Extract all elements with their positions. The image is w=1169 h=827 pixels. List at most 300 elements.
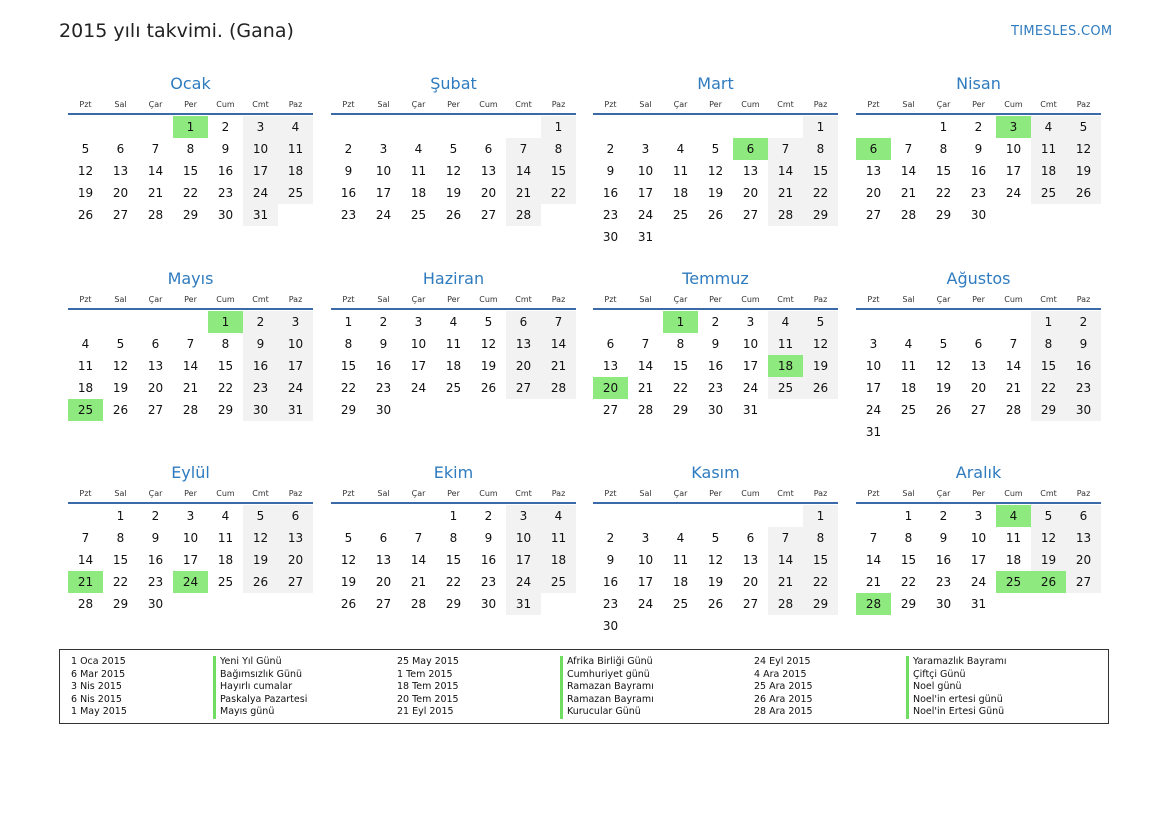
day-cell: 24 xyxy=(506,571,541,593)
legend-date: 28 Ara 2015 xyxy=(754,706,813,717)
day-cell: 8 xyxy=(803,527,838,549)
day-cell: 4 xyxy=(768,311,803,333)
month-name: Mayıs xyxy=(167,269,214,288)
day-cell: 16 xyxy=(602,186,619,200)
holiday-day-cell: 26 xyxy=(1031,571,1066,593)
empty-cell xyxy=(68,311,103,333)
day-cell: 23 xyxy=(707,381,724,395)
day-cell: 12 xyxy=(340,553,357,567)
day-cell: 20 xyxy=(480,186,497,200)
day-cell: 26 xyxy=(803,377,838,399)
day-cell: 7 xyxy=(869,531,878,545)
weekday-label: Paz xyxy=(551,488,566,498)
empty-cell xyxy=(436,116,471,138)
day-cell: 2 xyxy=(711,315,720,329)
legend-holiday-name: Çiftçi Günü xyxy=(906,669,965,682)
day-cell: 25 xyxy=(541,571,576,593)
weekday-label: Cmt xyxy=(252,294,269,304)
empty-cell xyxy=(733,116,768,138)
day-cell: 18 xyxy=(445,359,462,373)
legend-holiday-name: Noel günü xyxy=(906,681,962,694)
day-cell: 21 xyxy=(147,186,164,200)
day-cell: 25 xyxy=(1031,182,1066,204)
day-cell: 11 xyxy=(1005,531,1022,545)
weekday-label: Cmt xyxy=(777,488,794,498)
day-cell: 22 xyxy=(340,381,357,395)
holiday-day-cell: 28 xyxy=(856,593,891,615)
holiday-legend xyxy=(59,649,1109,724)
day-cell: 6 xyxy=(1066,505,1101,527)
day-cell: 15 xyxy=(803,160,838,182)
legend-holiday-name: Paskalya Pazartesi xyxy=(213,694,307,707)
day-cell: 18 xyxy=(1031,160,1066,182)
day-cell: 22 xyxy=(541,182,576,204)
day-cell: 7 xyxy=(768,527,803,549)
day-cell: 16 xyxy=(217,164,234,178)
day-cell: 14 xyxy=(637,359,654,373)
month-name: Eylül xyxy=(171,463,210,482)
month-name: Ağustos xyxy=(946,269,1011,288)
day-cell: 26 xyxy=(707,208,724,222)
day-cell: 30 xyxy=(217,208,234,222)
day-cell: 15 xyxy=(900,553,917,567)
day-cell: 12 xyxy=(935,359,952,373)
day-cell: 12 xyxy=(243,527,278,549)
day-cell: 5 xyxy=(116,337,125,351)
month-3 xyxy=(593,73,838,248)
day-cell: 16 xyxy=(147,553,164,567)
weekday-label: Sal xyxy=(639,99,652,109)
empty-cell xyxy=(138,311,173,333)
weekday-label: Cum xyxy=(479,294,498,304)
empty-cell xyxy=(401,116,436,138)
day-grid xyxy=(856,505,1101,615)
weekday-label: Paz xyxy=(1076,99,1091,109)
legend-date: 1 May 2015 xyxy=(71,706,127,717)
legend-date: 24 Eyl 2015 xyxy=(754,656,811,667)
day-cell: 30 xyxy=(480,597,497,611)
day-cell: 3 xyxy=(186,509,195,523)
month-11 xyxy=(593,462,838,637)
day-cell: 30 xyxy=(602,619,619,633)
day-cell: 21 xyxy=(410,575,427,589)
day-cell: 6 xyxy=(116,142,125,156)
weekday-label: Per xyxy=(972,294,985,304)
legend-date: 20 Tem 2015 xyxy=(397,693,459,705)
empty-cell xyxy=(506,116,541,138)
day-cell: 26 xyxy=(935,403,952,417)
day-cell: 18 xyxy=(1005,553,1022,567)
day-cell: 13 xyxy=(147,359,164,373)
empty-cell xyxy=(471,116,506,138)
day-cell: 6 xyxy=(151,337,160,351)
day-cell: 19 xyxy=(935,381,952,395)
day-cell: 5 xyxy=(344,531,353,545)
day-cell: 17 xyxy=(278,355,313,377)
weekday-label: Per xyxy=(184,294,197,304)
day-cell: 16 xyxy=(340,186,357,200)
day-cell: 15 xyxy=(803,549,838,571)
weekday-label: Cmt xyxy=(777,99,794,109)
day-cell: 4 xyxy=(221,509,230,523)
weekday-label: Cmt xyxy=(1040,294,1057,304)
day-cell: 31 xyxy=(865,425,882,439)
day-cell: 18 xyxy=(77,381,94,395)
day-cell: 15 xyxy=(541,160,576,182)
empty-cell xyxy=(628,116,663,138)
day-cell: 10 xyxy=(637,553,654,567)
weekday-header xyxy=(331,484,576,504)
weekday-header xyxy=(331,95,576,115)
day-cell: 28 xyxy=(900,208,917,222)
day-cell: 25 xyxy=(278,182,313,204)
day-cell: 29 xyxy=(672,403,689,417)
day-cell: 15 xyxy=(182,164,199,178)
brand-link[interactable]: TIMESLES.COM xyxy=(1011,24,1113,39)
day-cell: 2 xyxy=(221,120,230,134)
day-cell: 8 xyxy=(449,531,458,545)
weekday-label: Çar xyxy=(411,488,426,498)
day-cell: 20 xyxy=(147,381,164,395)
day-cell: 17 xyxy=(637,186,654,200)
weekday-label: Cum xyxy=(1004,294,1023,304)
weekday-label: Paz xyxy=(288,99,303,109)
day-cell: 29 xyxy=(900,597,917,611)
day-cell: 26 xyxy=(77,208,94,222)
weekday-label: Çar xyxy=(936,99,951,109)
day-cell: 31 xyxy=(278,399,313,421)
weekday-label: Cmt xyxy=(1040,99,1057,109)
empty-cell xyxy=(891,116,926,138)
day-cell: 19 xyxy=(112,381,129,395)
day-cell: 20 xyxy=(1066,549,1101,571)
day-cell: 21 xyxy=(865,575,882,589)
day-cell: 25 xyxy=(900,403,917,417)
weekday-label: Per xyxy=(447,99,460,109)
day-cell: 10 xyxy=(742,337,759,351)
day-cell: 17 xyxy=(970,553,987,567)
day-cell: 2 xyxy=(243,311,278,333)
day-cell: 9 xyxy=(974,142,983,156)
day-cell: 30 xyxy=(1066,399,1101,421)
day-cell: 9 xyxy=(1066,333,1101,355)
empty-cell xyxy=(856,116,891,138)
day-cell: 13 xyxy=(1066,527,1101,549)
day-cell: 13 xyxy=(742,164,759,178)
day-cell: 24 xyxy=(410,381,427,395)
day-cell: 12 xyxy=(1066,138,1101,160)
empty-cell xyxy=(593,505,628,527)
day-cell: 27 xyxy=(506,377,541,399)
day-cell: 18 xyxy=(672,575,689,589)
day-cell: 22 xyxy=(112,575,129,589)
month-name: Mart xyxy=(697,74,734,93)
legend-holiday-name: Ramazan Bayramı xyxy=(560,694,654,707)
weekday-label: Pzt xyxy=(79,294,92,304)
month-name: Ekim xyxy=(433,463,474,482)
day-cell: 8 xyxy=(221,337,230,351)
day-cell: 27 xyxy=(970,403,987,417)
day-cell: 9 xyxy=(243,333,278,355)
day-cell: 4 xyxy=(278,116,313,138)
day-cell: 6 xyxy=(379,531,388,545)
day-cell: 5 xyxy=(711,531,720,545)
weekday-label: Paz xyxy=(551,99,566,109)
weekday-label: Sal xyxy=(377,488,390,498)
day-cell: 23 xyxy=(935,575,952,589)
weekday-label: Per xyxy=(709,294,722,304)
day-cell: 14 xyxy=(1005,359,1022,373)
day-cell: 23 xyxy=(602,208,619,222)
day-cell: 29 xyxy=(182,208,199,222)
empty-cell xyxy=(698,505,733,527)
empty-cell xyxy=(856,311,891,333)
day-cell: 27 xyxy=(865,208,882,222)
weekday-label: Sal xyxy=(114,99,127,109)
month-8 xyxy=(856,268,1101,443)
day-cell: 11 xyxy=(278,138,313,160)
day-cell: 24 xyxy=(278,377,313,399)
weekday-label: Per xyxy=(709,488,722,498)
day-cell: 5 xyxy=(81,142,90,156)
day-cell: 8 xyxy=(1031,333,1066,355)
day-cell: 4 xyxy=(449,315,458,329)
day-cell: 23 xyxy=(375,381,392,395)
empty-cell xyxy=(961,311,996,333)
legend-date: 6 Mar 2015 xyxy=(71,668,126,680)
day-cell: 2 xyxy=(974,120,983,134)
day-cell: 30 xyxy=(375,403,392,417)
day-cell: 3 xyxy=(379,142,388,156)
day-cell: 2 xyxy=(1066,311,1101,333)
month-1 xyxy=(68,73,313,226)
weekday-label: Sal xyxy=(902,99,915,109)
day-cell: 7 xyxy=(81,531,90,545)
day-cell: 26 xyxy=(112,403,129,417)
weekday-label: Sal xyxy=(639,294,652,304)
day-cell: 1 xyxy=(541,116,576,138)
day-cell: 3 xyxy=(869,337,878,351)
day-cell: 31 xyxy=(243,204,278,226)
day-cell: 25 xyxy=(217,575,234,589)
weekday-header xyxy=(68,95,313,115)
day-cell: 14 xyxy=(77,553,94,567)
empty-cell xyxy=(401,505,436,527)
weekday-label: Çar xyxy=(673,99,688,109)
day-cell: 8 xyxy=(541,138,576,160)
day-cell: 17 xyxy=(1005,164,1022,178)
day-cell: 13 xyxy=(278,527,313,549)
empty-cell xyxy=(331,505,366,527)
day-cell: 30 xyxy=(147,597,164,611)
day-cell: 6 xyxy=(506,311,541,333)
legend-date: 18 Tem 2015 xyxy=(397,681,459,692)
day-cell: 9 xyxy=(711,337,720,351)
day-cell: 2 xyxy=(484,509,493,523)
day-cell: 22 xyxy=(803,571,838,593)
day-cell: 11 xyxy=(672,553,689,567)
day-cell: 1 xyxy=(1031,311,1066,333)
day-cell: 19 xyxy=(1066,160,1101,182)
day-cell: 8 xyxy=(344,337,353,351)
day-cell: 27 xyxy=(112,208,129,222)
day-cell: 8 xyxy=(939,142,948,156)
weekday-label: Cmt xyxy=(777,294,794,304)
day-cell: 2 xyxy=(939,509,948,523)
empty-cell xyxy=(733,505,768,527)
legend-holiday-name: Hayırlı cumalar xyxy=(213,681,292,694)
day-cell: 21 xyxy=(182,381,199,395)
day-cell: 12 xyxy=(77,164,94,178)
weekday-label: Çar xyxy=(936,294,951,304)
day-cell: 28 xyxy=(541,377,576,399)
day-cell: 16 xyxy=(1066,355,1101,377)
weekday-label: Cum xyxy=(216,488,235,498)
holiday-day-cell: 25 xyxy=(996,571,1031,593)
day-cell: 3 xyxy=(641,531,650,545)
day-cell: 23 xyxy=(970,186,987,200)
holiday-day-cell: 1 xyxy=(663,311,698,333)
legend-date: 3 Nis 2015 xyxy=(71,681,122,692)
weekday-label: Paz xyxy=(288,294,303,304)
day-cell: 21 xyxy=(900,186,917,200)
day-cell: 14 xyxy=(410,553,427,567)
day-cell: 13 xyxy=(970,359,987,373)
day-cell: 12 xyxy=(707,553,724,567)
day-cell: 16 xyxy=(375,359,392,373)
day-cell: 5 xyxy=(939,337,948,351)
weekday-label: Çar xyxy=(148,99,163,109)
day-cell: 9 xyxy=(221,142,230,156)
day-grid xyxy=(68,505,313,615)
day-cell: 4 xyxy=(414,142,423,156)
weekday-label: Paz xyxy=(813,99,828,109)
day-cell: 19 xyxy=(445,186,462,200)
day-cell: 6 xyxy=(278,505,313,527)
weekday-label: Pzt xyxy=(604,294,617,304)
weekday-label: Cum xyxy=(216,294,235,304)
day-cell: 20 xyxy=(742,186,759,200)
weekday-label: Çar xyxy=(673,488,688,498)
weekday-label: Cum xyxy=(479,488,498,498)
day-cell: 19 xyxy=(77,186,94,200)
day-cell: 18 xyxy=(217,553,234,567)
day-cell: 5 xyxy=(484,315,493,329)
day-cell: 1 xyxy=(803,505,838,527)
day-cell: 1 xyxy=(904,509,913,523)
day-cell: 17 xyxy=(506,549,541,571)
day-cell: 10 xyxy=(410,337,427,351)
day-cell: 11 xyxy=(541,527,576,549)
day-cell: 9 xyxy=(606,164,615,178)
day-cell: 25 xyxy=(672,208,689,222)
day-cell: 30 xyxy=(243,399,278,421)
day-cell: 10 xyxy=(375,164,392,178)
day-cell: 21 xyxy=(506,182,541,204)
day-cell: 4 xyxy=(81,337,90,351)
month-name: Aralık xyxy=(955,463,1002,482)
day-cell: 12 xyxy=(803,333,838,355)
day-cell: 10 xyxy=(1005,142,1022,156)
day-cell: 3 xyxy=(641,142,650,156)
legend-date: 1 Tem 2015 xyxy=(397,668,453,680)
day-cell: 19 xyxy=(340,575,357,589)
legend-holiday-name: Cumhuriyet günü xyxy=(560,669,650,682)
holiday-day-cell: 6 xyxy=(856,138,891,160)
weekday-label: Paz xyxy=(1076,294,1091,304)
empty-cell xyxy=(768,505,803,527)
weekday-label: Çar xyxy=(148,488,163,498)
day-cell: 27 xyxy=(742,208,759,222)
day-grid xyxy=(593,505,838,637)
day-cell: 19 xyxy=(1031,549,1066,571)
weekday-label: Cmt xyxy=(252,488,269,498)
day-cell: 15 xyxy=(1031,355,1066,377)
day-cell: 8 xyxy=(803,138,838,160)
day-cell: 26 xyxy=(243,571,278,593)
day-cell: 28 xyxy=(147,208,164,222)
day-cell: 28 xyxy=(506,204,541,226)
weekday-label: Per xyxy=(709,99,722,109)
day-cell: 17 xyxy=(865,381,882,395)
weekday-label: Cmt xyxy=(515,294,532,304)
day-cell: 22 xyxy=(445,575,462,589)
weekday-label: Per xyxy=(972,99,985,109)
day-cell: 17 xyxy=(637,575,654,589)
day-cell: 7 xyxy=(768,138,803,160)
day-cell: 9 xyxy=(379,337,388,351)
day-cell: 12 xyxy=(445,164,462,178)
weekday-label: Cmt xyxy=(515,488,532,498)
day-cell: 25 xyxy=(672,597,689,611)
day-cell: 27 xyxy=(480,208,497,222)
day-cell: 29 xyxy=(803,593,838,615)
weekday-label: Pzt xyxy=(342,488,355,498)
empty-cell xyxy=(768,116,803,138)
day-cell: 12 xyxy=(1031,527,1066,549)
month-7 xyxy=(593,268,838,421)
day-cell: 28 xyxy=(637,403,654,417)
day-cell: 27 xyxy=(375,597,392,611)
day-cell: 24 xyxy=(865,403,882,417)
day-cell: 13 xyxy=(506,333,541,355)
month-10 xyxy=(331,462,576,615)
day-grid xyxy=(331,505,576,615)
weekday-label: Pzt xyxy=(342,99,355,109)
day-cell: 14 xyxy=(768,160,803,182)
day-cell: 15 xyxy=(672,359,689,373)
day-cell: 11 xyxy=(900,359,917,373)
day-cell: 21 xyxy=(768,182,803,204)
day-cell: 9 xyxy=(344,164,353,178)
day-grid xyxy=(331,116,576,226)
weekday-label: Per xyxy=(447,488,460,498)
day-cell: 12 xyxy=(480,337,497,351)
day-cell: 1 xyxy=(116,509,125,523)
day-cell: 29 xyxy=(1031,399,1066,421)
weekday-label: Cmt xyxy=(515,99,532,109)
day-cell: 11 xyxy=(445,337,462,351)
day-cell: 10 xyxy=(970,531,987,545)
weekday-label: Paz xyxy=(288,488,303,498)
day-cell: 23 xyxy=(243,377,278,399)
day-cell: 8 xyxy=(676,337,685,351)
weekday-label: Pzt xyxy=(79,99,92,109)
holiday-day-cell: 18 xyxy=(768,355,803,377)
day-cell: 25 xyxy=(445,381,462,395)
weekday-header xyxy=(68,290,313,310)
day-cell: 7 xyxy=(506,138,541,160)
